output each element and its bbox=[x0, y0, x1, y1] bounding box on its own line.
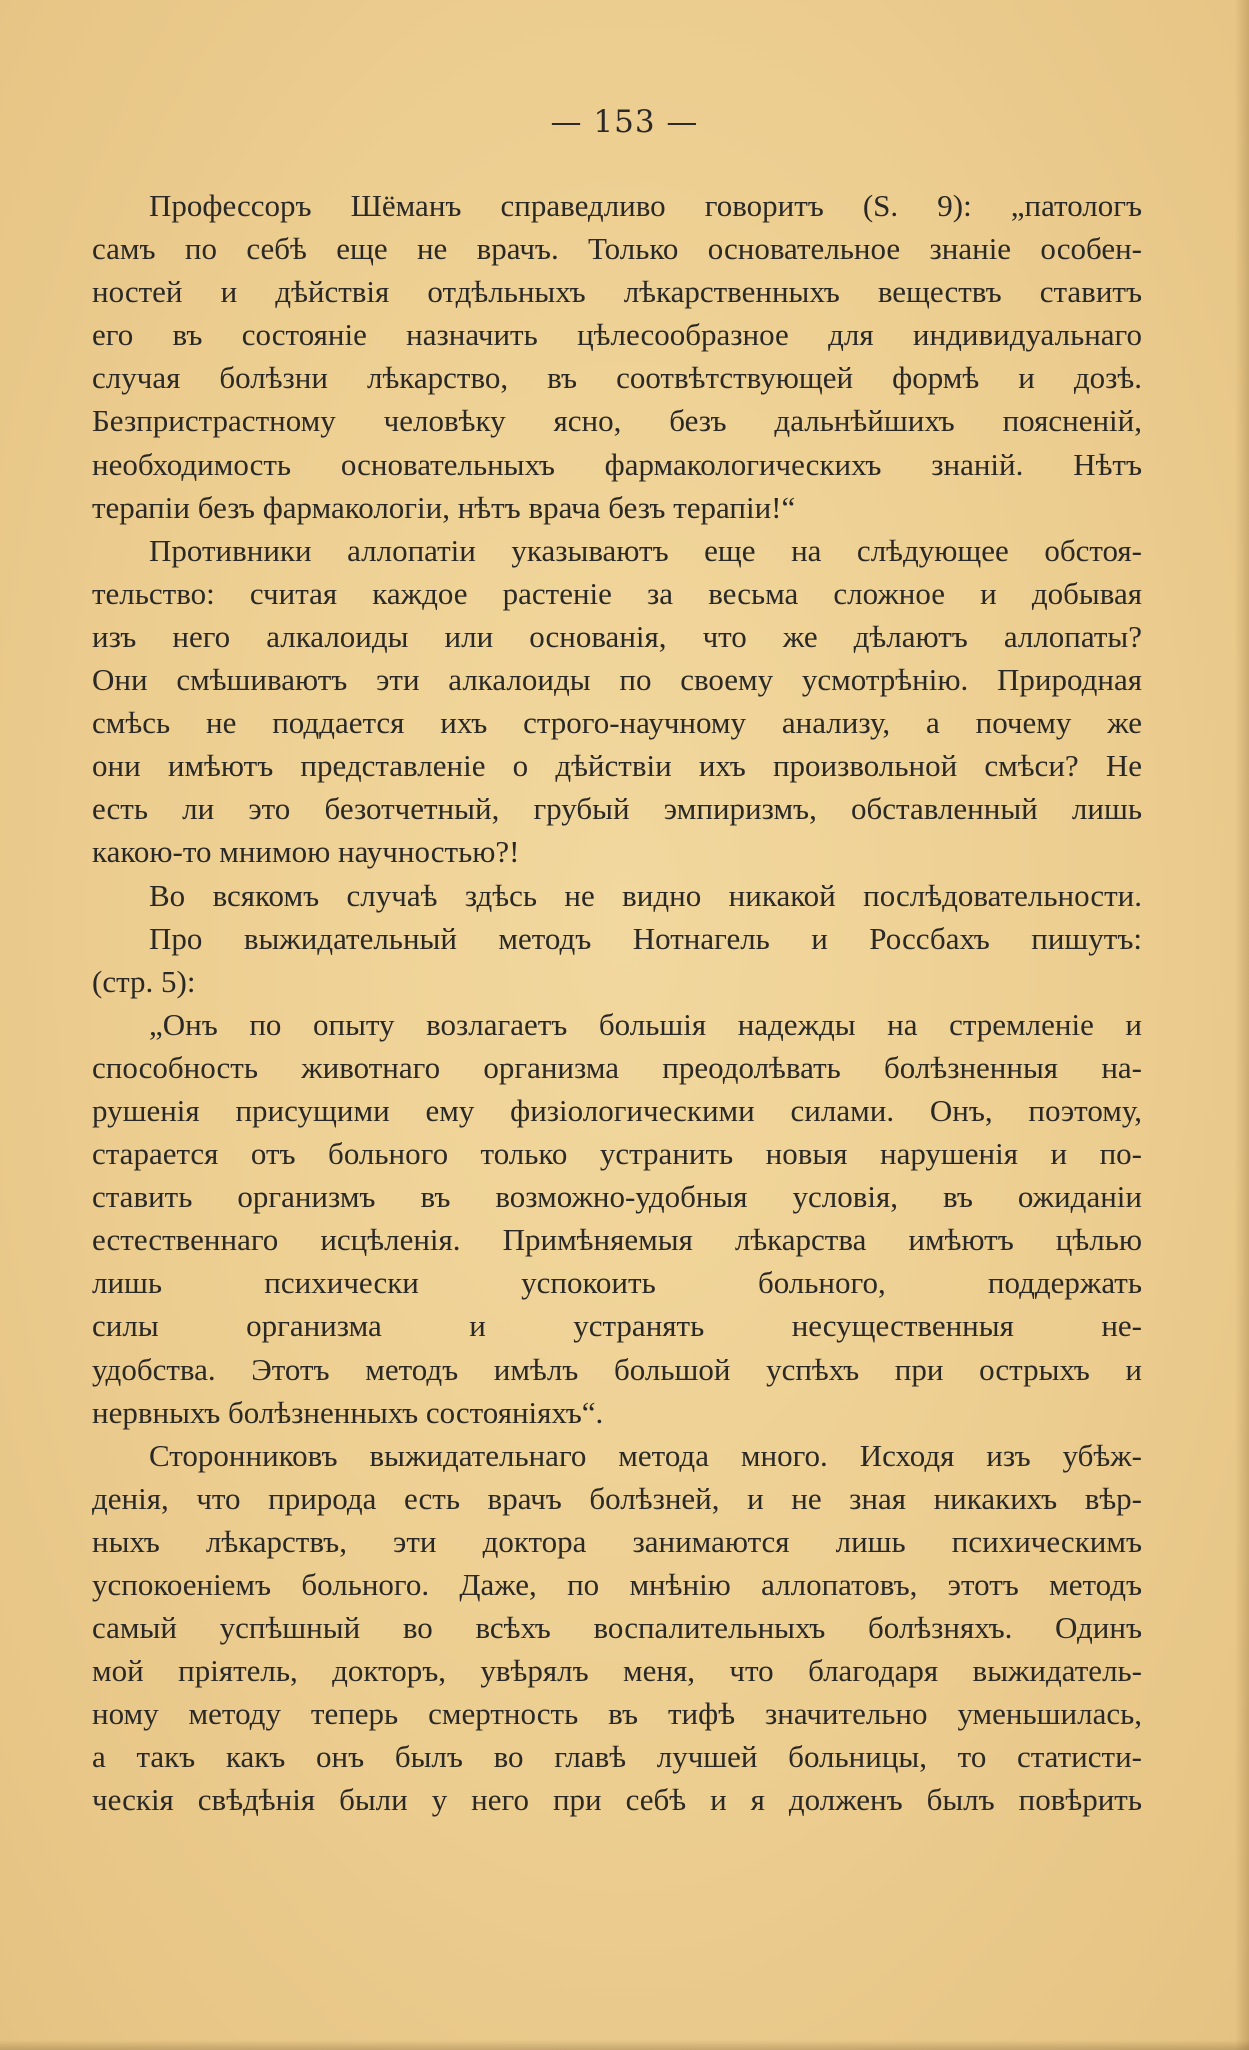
text-line: естественнаго исцѣленія. Примѣняемыя лѣкарства имѣютъ цѣлью bbox=[92, 1222, 1142, 1258]
text-line: ныхъ лѣкарствъ, эти доктора занимаются лишь психическимъ bbox=[92, 1523, 1142, 1559]
text-line: Сторонниковъ выжидательнаго метода много. Исходя изъ убѣж- bbox=[149, 1437, 1142, 1473]
text-line: ностей и дѣйствія отдѣльныхъ лѣкарственныхъ веществъ ставитъ bbox=[92, 274, 1142, 310]
text-line: терапіи безъ фармакологіи, нѣтъ врача безъ терапіи!“ bbox=[92, 489, 796, 525]
text-line: денія, что природа есть врачъ болѣзней, и не зная никакихъ вѣр- bbox=[92, 1480, 1142, 1516]
text-line: необходимость основательныхъ фармакологическихъ знаній. Нѣтъ bbox=[92, 446, 1142, 482]
text-line: старается отъ больного только устранить новыя нарушенія и по- bbox=[92, 1136, 1142, 1172]
text-line: Во всякомъ случаѣ здѣсь не видно никакой послѣдовательности. bbox=[149, 877, 1142, 913]
text-line: они имѣютъ представленіе о дѣйствіи ихъ произвольной смѣси? Не bbox=[92, 748, 1142, 784]
text-line: Безпристрастному человѣку ясно, безъ дальнѣйшихъ поясненій, bbox=[92, 403, 1142, 439]
text-line: а такъ какъ онъ былъ во главѣ лучшей больницы, то статисти- bbox=[92, 1739, 1142, 1775]
text-line: случая болѣзни лѣкарство, въ соотвѣтствующей формѣ и дозѣ. bbox=[92, 360, 1142, 396]
text-line: удобства. Этотъ методъ имѣлъ большой успѣхъ при острыхъ и bbox=[92, 1351, 1142, 1387]
text-line: Про выжидательный методъ Нотнагель и Россбахъ пишутъ: bbox=[149, 920, 1142, 956]
page-edge-shadow bbox=[1235, 0, 1249, 2050]
text-line: ному методу теперь смертность въ тифѣ значительно уменьшилась, bbox=[92, 1696, 1142, 1732]
text-line: успокоеніемъ больного. Даже, по мнѣнію аллопатовъ, этотъ методъ bbox=[92, 1567, 1142, 1602]
text-line: какою-то мнимою научностью?! bbox=[92, 834, 520, 870]
text-line: его въ состояніе назначить цѣлесообразное для индивидуальнаго bbox=[92, 317, 1142, 353]
text-line: есть ли это безотчетный, грубый эмпиризмъ, обставленный лишь bbox=[92, 791, 1142, 827]
text-line: рушенія присущими ему физіологическими силами. Онъ, поэтому, bbox=[92, 1092, 1142, 1128]
text-line: самъ по себѣ еще не врачъ. Только основательное знаніе особен- bbox=[92, 231, 1142, 267]
text-line: лишь психически успокоить больного, поддержать bbox=[92, 1265, 1142, 1301]
text-line: силы организма и устранять несущественныя не- bbox=[92, 1308, 1142, 1344]
text-line: ческія свѣдѣнія были у него при себѣ и я долженъ былъ повѣрить bbox=[92, 1782, 1142, 1818]
text-line: изъ него алкалоиды или основанія, что же дѣлаютъ аллопаты? bbox=[92, 618, 1142, 654]
text-line: ставить организмъ въ возможно-удобныя условія, въ ожиданіи bbox=[92, 1179, 1142, 1215]
text-line: мой пріятель, докторъ, увѣрялъ меня, что благодаря выжидатель- bbox=[92, 1653, 1142, 1689]
text-line: (стр. 5): bbox=[92, 963, 196, 999]
page-number: — 153 — bbox=[550, 104, 699, 140]
text-line: смѣсь не поддается ихъ строго-научному анализу, а почему же bbox=[92, 705, 1142, 741]
text-line: Профессоръ Шёманъ справедливо говоритъ (S. 9): „патологъ bbox=[149, 188, 1142, 223]
text-line: тельство: считая каждое растеніе за весьма сложное и добывая bbox=[92, 575, 1142, 611]
text-line: нервныхъ болѣзненныхъ состояніяхъ“. bbox=[92, 1394, 604, 1430]
text-line: Они смѣшиваютъ эти алкалоиды по своему усмотрѣнію. Природная bbox=[92, 662, 1142, 698]
text-line: „Онъ по опыту возлагаетъ большія надежды на стремленіе и bbox=[149, 1006, 1142, 1042]
text-line: самый успѣшный во всѣхъ воспалительныхъ болѣзняхъ. Одинъ bbox=[92, 1610, 1142, 1646]
page-bottom-shadow bbox=[0, 2040, 1249, 2050]
text-line: способность животнаго организма преодолѣвать болѣзненныя на- bbox=[92, 1049, 1142, 1085]
text-line: Противники аллопатіи указываютъ еще на слѣдующее обстоя- bbox=[149, 532, 1142, 568]
body-text bbox=[92, 184, 1142, 1822]
